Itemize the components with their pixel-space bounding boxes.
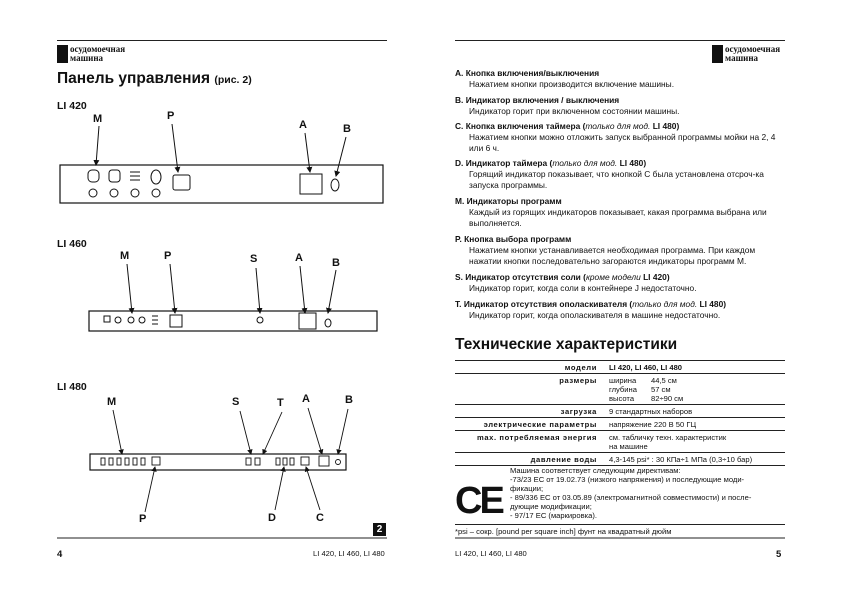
page-number-right: 5	[776, 549, 782, 560]
fig420-label-p: P	[167, 110, 175, 122]
fig420-label-b: B	[343, 123, 351, 135]
fig480-label-b: B	[345, 394, 353, 406]
program-icon-480-5	[133, 458, 137, 465]
fig460-label-b: B	[332, 257, 340, 269]
onoff-led-480-b	[336, 460, 341, 465]
onoff-led-b	[331, 179, 339, 191]
program-led-3	[131, 189, 139, 197]
fig480-label-a: A	[302, 393, 310, 405]
legend-item-p: P. Кнопка выбора программ Нажатием кнопки устанавливается необходимая программа. При каждом нажатии кнопки последовательно загораются индикаторы программ M.	[455, 234, 756, 266]
program-button-p	[173, 175, 190, 190]
program-icon-460-1	[104, 316, 110, 322]
fig480-label-m: M	[107, 396, 117, 408]
brand-line2-right: машина	[725, 53, 759, 63]
fig460-label-s: S	[250, 253, 258, 265]
program-led-4	[152, 189, 160, 197]
panel-420	[60, 165, 383, 203]
fig460-label-p: P	[164, 250, 172, 262]
page-number-left: 4	[57, 549, 63, 560]
program-icon-3	[130, 172, 140, 180]
brand-logo-right	[712, 45, 780, 63]
top-rule-right	[455, 40, 785, 41]
timer-led-480-3	[290, 458, 294, 465]
program-icon-4	[151, 170, 161, 184]
fig480-label-p: P	[139, 513, 147, 525]
legend-item-d: D. Индикатор таймера (только для мод. LI 480) Горящий индикатор показывает, что кнопкой C была установлена отсроч-ка запуска программы.	[455, 158, 764, 190]
legend-item-m: M. Индикаторы программ Каждый из горящих индикаторов показывает, какая программа выбрана или выполняется.	[455, 196, 767, 228]
program-icon-480-4	[125, 458, 129, 465]
title-ref: (рис. 2)	[214, 74, 252, 86]
onoff-button-460-a	[299, 313, 316, 329]
rinse-led-480-t	[255, 458, 260, 465]
program-icon-480-3	[117, 458, 121, 465]
program-icon-480-1	[101, 458, 105, 465]
timer-led-480-2	[283, 458, 287, 465]
program-icon-460-3	[128, 317, 134, 323]
brand-line2: машина	[70, 53, 104, 63]
program-icon-480-2	[109, 458, 113, 465]
timer-button-480-c	[301, 457, 309, 465]
fig480-label-t: T	[277, 397, 284, 409]
figure-number-badge: 2	[373, 523, 386, 536]
footer-right: LI 420, LI 460, LI 480	[455, 549, 527, 558]
salt-led-480-s	[246, 458, 251, 465]
program-icon-460-2	[115, 317, 121, 323]
title-text: Панель управления	[57, 70, 211, 87]
program-button-480-p	[152, 457, 160, 465]
legend-item-c: C. Кнопка включения таймера (только для мод. LI 480) Нажатием кнопки можно отложить запуск выбранной программы мойки на 2, 4 или 6 ч.	[455, 121, 776, 153]
fig420-label-m: M	[93, 113, 103, 125]
program-icon-460-4	[139, 317, 145, 323]
fig460-label-m: M	[120, 250, 130, 262]
fig420-label-a: A	[299, 119, 307, 131]
program-led-1	[89, 189, 97, 197]
ce-directives: Машина соответствует следующим директивам: -73/23 ЕС от 19.02.73 (низкого напряжения) и последующие моди- фикации; - 89/336 ЕС от 03.05.89 (электромагнитной совместимости) и после- дующие модификации; - 97/17 ЕС (маркировка).	[510, 466, 752, 520]
onoff-button-480-a	[319, 456, 329, 466]
brand-block-icon-right	[712, 45, 723, 63]
panel-460	[89, 311, 377, 331]
footnote: *psi – сокр. [pound per square inch] фунт на квадратный дюйм	[455, 527, 672, 536]
legend-item-t: T. Индикатор отсутствия ополаскивателя (только для мод. LI 480) Индикатор горит, когда ополаскивателя в машине недостаточно.	[455, 299, 727, 320]
panel-480	[90, 454, 346, 470]
program-icon-480-6	[141, 458, 145, 465]
legend-item-a: A. Кнопка включения/выключения Нажатием кнопки производится включение машины.	[455, 68, 675, 89]
brand-line1-right: осудомоечная	[725, 44, 781, 54]
model-heading-420: LI 420	[57, 100, 87, 112]
timer-led-480-1	[276, 458, 280, 465]
legend-item-s: S. Индикатор отсутствия соли (кроме модели LI 420) Индикатор горит, когда соли в контейнере J недостаточно.	[455, 272, 697, 293]
tech-specs-title: Технические характеристики	[455, 336, 678, 353]
model-heading-460: LI 460	[57, 238, 87, 250]
onoff-led-460-b	[325, 319, 331, 327]
program-button-460-p	[170, 315, 182, 327]
ce-mark: CE	[455, 480, 502, 522]
salt-led-460-s	[257, 317, 263, 323]
onoff-button-a	[300, 174, 322, 194]
fig480-label-s: S	[232, 396, 240, 408]
program-led-2	[110, 189, 118, 197]
footer-left: LI 420, LI 460, LI 480	[313, 549, 385, 558]
program-icon-460-5	[152, 316, 158, 324]
fig480-label-c: C	[316, 512, 324, 524]
model-heading-480: LI 480	[57, 381, 87, 393]
program-icon-2	[109, 170, 120, 182]
fig460-label-a: A	[295, 252, 303, 264]
brand-line1: осудомоечная	[70, 44, 126, 54]
fig480-label-d: D	[268, 512, 276, 524]
legend-item-b: B. Индикатор включения / выключения Индикатор горит при включенном состоянии машины.	[455, 95, 680, 116]
program-icon-1	[88, 170, 99, 182]
